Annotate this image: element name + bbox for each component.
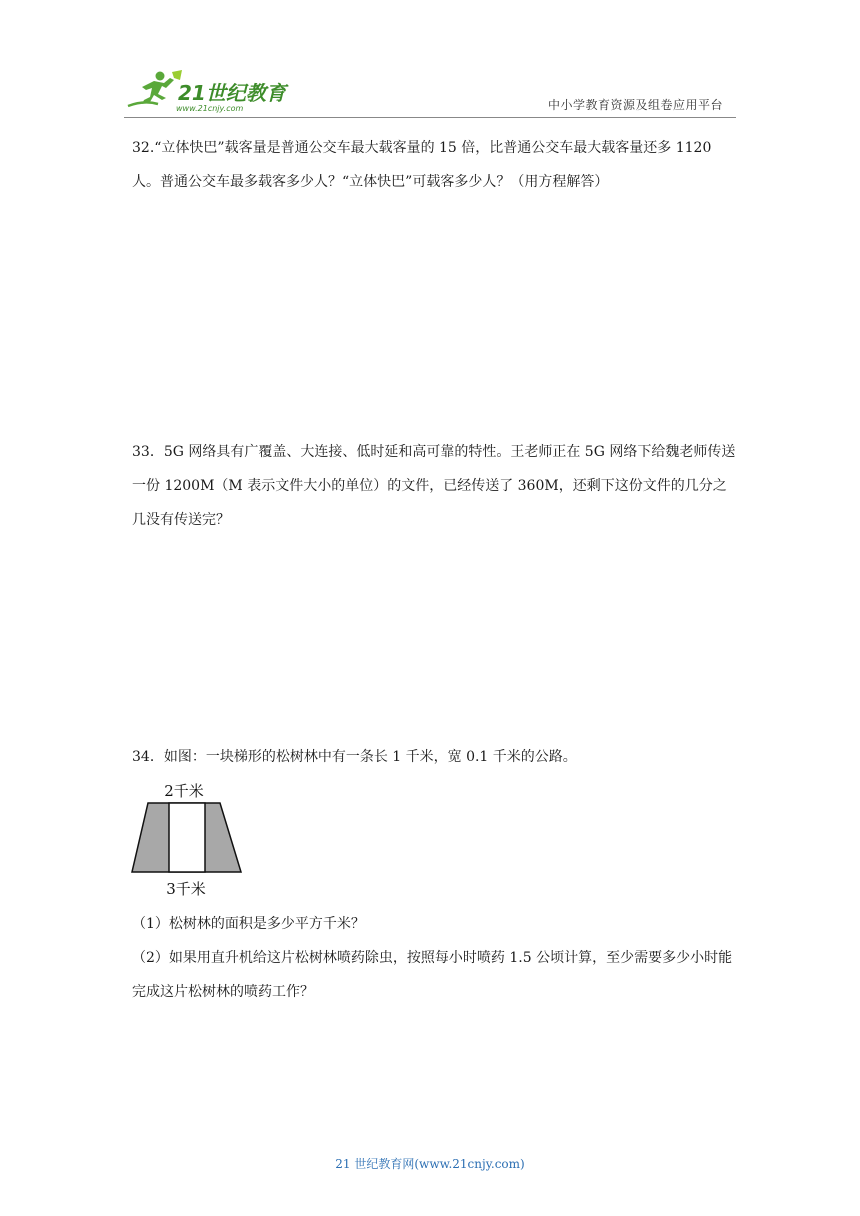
question-34-part-2: （2）如果用直升机给这片松树林喷药除虫，按照每小时喷药 1.5 公顷计算，至少需要多少小时能完成这片松树林的喷药工作？ [132,950,733,1000]
logo-url: www.21cnjy.com [176,104,244,113]
road-strip [169,803,205,872]
header-divider [124,117,736,118]
logo [124,66,294,114]
runner-icon [128,70,182,106]
trapezoid-figure [128,776,248,902]
question-32: 32.“立体快巴”载客量是普通公交车最大载客量的 15 倍，比普通公交车最大载客量还多 1120 人。普通公交车最多载客多少人？“立体快巴”可载客多少人？（用方程解答） [132,140,712,190]
question-33: 33．5G 网络具有广覆盖、大连接、低时延和高可靠的特性。王老师正在 5G 网络下给魏老师传送一份 1200M（M 表示文件大小的单位）的文件，已经传送了 360M，还剩下这份文件的几分之几没有传送完？ [132,444,736,528]
question-34-part-1: （1）松树林的面积是多少平方千米？ [132,916,365,932]
footer-link[interactable]: 21 世纪教育网(www.21cnjy.com) [335,1157,525,1171]
question-34: 34．如图：一块梯形的松树林中有一条长 1 千米，宽 0.1 千米的公路。 [132,749,577,765]
header-tagline: 中小学教育资源及组卷应用平台 [548,98,724,112]
trapezoid-top-label: 2千米 [164,782,204,800]
logo-text: 21世纪教育 [178,81,286,105]
trapezoid-bottom-label: 3千米 [166,880,206,898]
